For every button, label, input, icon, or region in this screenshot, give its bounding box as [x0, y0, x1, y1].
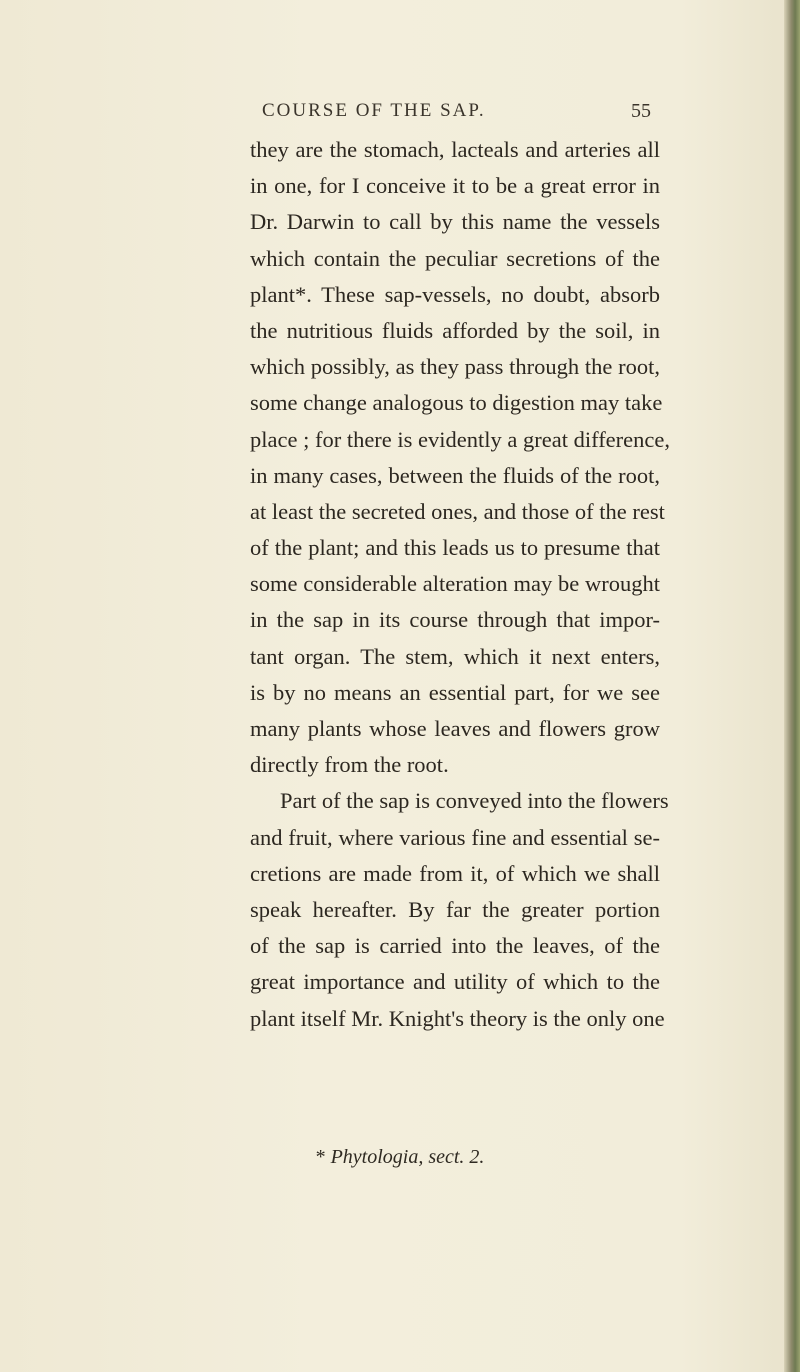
- text-line: Dr. Darwin to call by this name the vessels: [250, 209, 660, 235]
- text-line: at least the secreted ones, and those of the rest: [250, 498, 665, 524]
- text-line: place ; for there is evidently a great difference,: [250, 426, 670, 452]
- text-line: some considerable alteration may be wrought: [250, 571, 660, 597]
- page-number: 55: [631, 100, 651, 122]
- text-line: they are the stomach, lacteals and arteries all: [250, 137, 660, 162]
- text-line: cretions are made from it, of which we shall: [250, 860, 660, 886]
- text-line: plant itself Mr. Knight's theory is the only one: [250, 1005, 665, 1031]
- text-line: which possibly, as they pass through the root,: [250, 354, 660, 380]
- text-line: of the sap is carried into the leaves, of the: [250, 933, 660, 959]
- body-text: [250, 132, 670, 1037]
- footnote: [0, 1146, 800, 1169]
- text-line: tant organ. The stem, which it next enters,: [250, 643, 660, 669]
- paragraph-start-line: Part of the sap is conveyed into the flowers: [280, 788, 669, 814]
- page-edge: [784, 0, 800, 1372]
- text-line: of the plant; and this leads us to presume that: [250, 535, 660, 561]
- running-title: COURSE OF THE SAP.: [262, 100, 486, 121]
- paragraph-end-line: directly from the root.: [250, 752, 449, 778]
- text-line: the nutritious fluids afforded by the soil, in: [250, 317, 660, 343]
- text-line: which contain the peculiar secretions of the: [250, 245, 660, 271]
- text-line: some change analogous to digestion may take: [250, 390, 663, 416]
- footnote-text: Phytologia, sect. 2.: [330, 1146, 485, 1168]
- text-line: in the sap in its course through that impor-: [250, 607, 660, 633]
- text-line: great importance and utility of which to the: [250, 969, 660, 995]
- text-line: in many cases, between the fluids of the root,: [250, 462, 660, 488]
- footnote-marker: *: [315, 1146, 326, 1168]
- text-line: is by no means an essential part, for we see: [250, 679, 660, 705]
- text-line: and fruit, where various fine and essential se-: [250, 824, 660, 850]
- running-head: [0, 100, 800, 130]
- text-line: plant*. These sap-vessels, no doubt, absorb: [250, 281, 660, 307]
- text-line: in one, for I conceive it to be a great error in: [250, 173, 660, 199]
- text-line: many plants whose leaves and flowers grow: [250, 716, 660, 741]
- text-line: speak hereafter. By far the greater portion: [250, 896, 660, 922]
